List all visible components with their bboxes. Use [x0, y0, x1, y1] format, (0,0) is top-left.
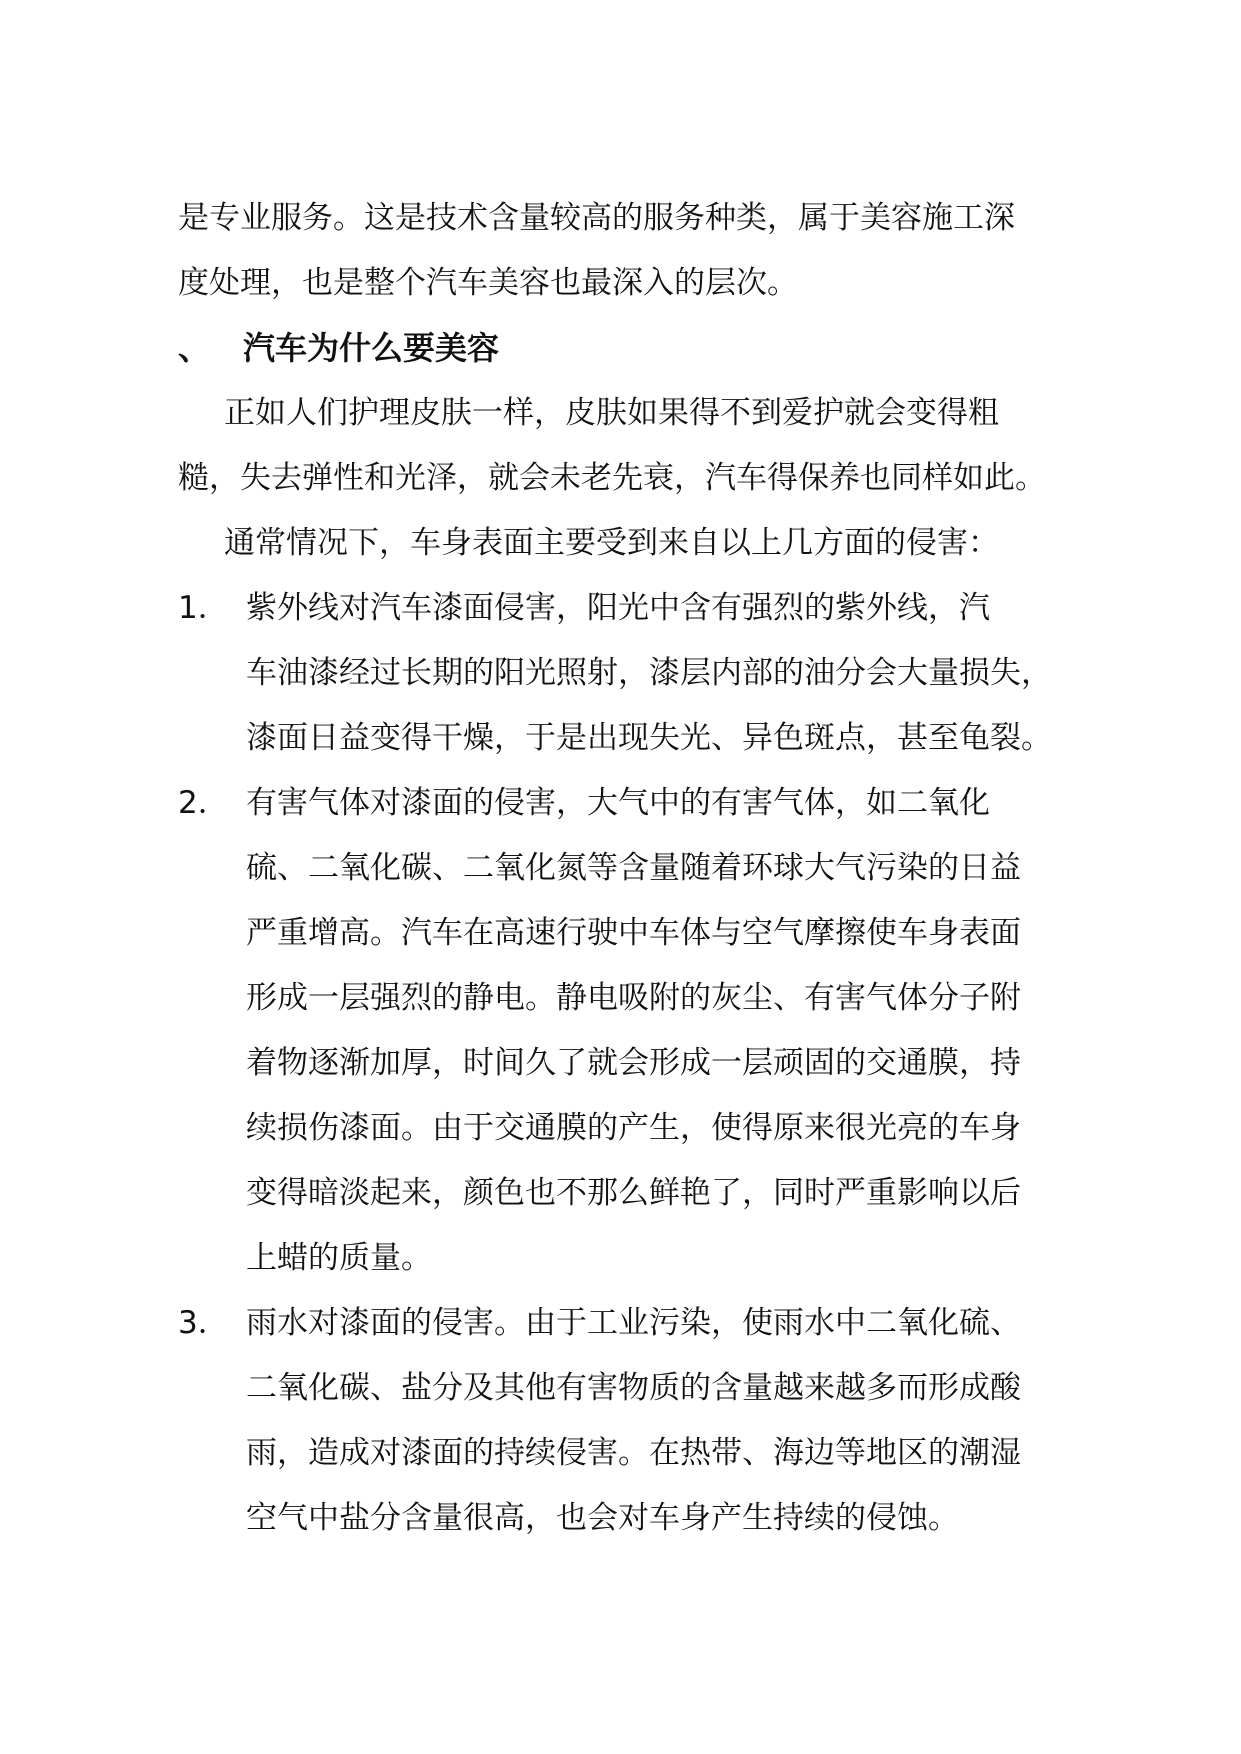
list-number: 3．	[178, 1305, 229, 1341]
paragraph-line: 正如人们护理皮肤一样，皮肤如果得不到爱护就会变得粗	[224, 395, 999, 431]
section-heading	[178, 316, 1078, 381]
list-item-line: 车油漆经过长期的阳光照射，漆层内部的油分会大量损失，	[246, 655, 1052, 691]
list-item-line: 严重增高。汽车在高速行驶中车体与空气摩擦使车身表面	[246, 915, 1021, 951]
list-item-line: 紫外线对汽车漆面侵害，阳光中含有强烈的紫外线，汽	[246, 590, 990, 626]
section-title: 汽车为什么要美容	[243, 329, 500, 367]
paragraph-line: 糙，失去弹性和光泽，就会未老先衰，汽车得保养也同样如此。	[178, 460, 1046, 496]
list-item-line: 二氧化碳、盐分及其他有害物质的含量越来越多而形成酸	[246, 1370, 1021, 1406]
list-item-1	[178, 576, 1078, 641]
list-item-3	[178, 1291, 1078, 1356]
list-item-2	[178, 771, 1078, 836]
list-item-line: 雨水对漆面的侵害。由于工业污染，使雨水中二氧化硫、	[246, 1305, 1021, 1341]
list-item-line: 形成一层强烈的静电。静电吸附的灰尘、有害气体分子附	[246, 980, 1021, 1016]
list-item-line: 有害气体对漆面的侵害，大气中的有害气体，如二氧化	[246, 785, 990, 821]
list-item-line: 续损伤漆面。由于交通膜的产生，使得原来很光亮的车身	[246, 1110, 1021, 1146]
list-item-line: 上蜡的质量。	[246, 1240, 432, 1276]
list-item-line: 雨，造成对漆面的持续侵害。在热带、海边等地区的潮湿	[246, 1435, 1021, 1471]
list-number: 1．	[178, 590, 229, 626]
section-marker: 、	[178, 329, 211, 367]
document-body	[178, 186, 1078, 1551]
list-item-line: 漆面日益变得干燥，于是出现失光、异色斑点，甚至龟裂。	[246, 720, 1052, 756]
list-item-line: 着物逐渐加厚，时间久了就会形成一层顽固的交通膜，持	[246, 1045, 1021, 1081]
intro-line: 是专业服务。这是技术含量较高的服务种类，属于美容施工深	[178, 200, 1015, 236]
list-item-line: 空气中盐分含量很高，也会对车身产生持续的侵蚀。	[246, 1500, 959, 1536]
list-number: 2．	[178, 785, 229, 821]
list-item-line: 硫、二氧化碳、二氧化氮等含量随着环球大气污染的日益	[246, 850, 1021, 886]
intro-line: 度处理，也是整个汽车美容也最深入的层次。	[178, 265, 798, 301]
paragraph-line: 通常情况下，车身表面主要受到来自以上几方面的侵害：	[224, 525, 999, 561]
list-item-line: 变得暗淡起来，颜色也不那么鲜艳了，同时严重影响以后	[246, 1175, 1021, 1211]
